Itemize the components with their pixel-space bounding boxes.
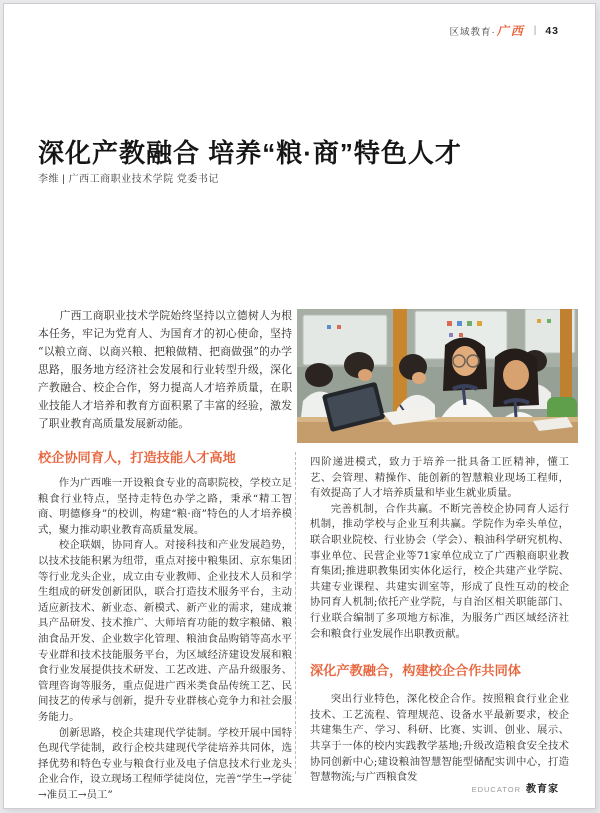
body-paragraph: 创新思路，校企共建现代学徒制。学校开展中国特色现代学徒制，政行企校共建现代学徒培养共同体，选择优势和特色专业与粮食行业及电子信息技术行业龙头企业合作，设立现场工程师学徒岗位，完善“学生→学徒→准员工→员工” (38, 726, 292, 801)
header-section-label: 区域教育· (449, 26, 496, 38)
body-paragraph: 作为广西唯一开设粮食专业的高职院校，学校立足粮食行业特点，坚持走特色办学之路，秉承“精工智商、明德修身”的校训，构建“粮·商”特色的人才培养模式，聚力推动职业教育高质量发展。 (38, 477, 292, 536)
left-column (38, 307, 292, 803)
classroom-photo-illustration (297, 309, 578, 443)
body-paragraph: 突出行业特色，深化校企合作。按照粮食行业企业技术、工艺流程、管理规范、设备水平最新要求，校企共建集生产、学习、科研、比赛、实训、创业、展示、共享于一体的校内实践教学基地;升级改造粮食安全技术协同创新中心;建设粮油智慧智能型储配实训中心，打造智慧物流;与广西粮食发 (310, 693, 569, 784)
page-header (450, 22, 559, 39)
section-heading-1: 校企协同育人，打造技能人才高地 (38, 450, 236, 465)
article-byline: 李维 | 广西工商职业技术学院 党委书记 (38, 174, 219, 185)
header-region-label: 广西 (496, 24, 525, 38)
intro-paragraph: 广西工商职业技术学院始终坚持以立德树人为根本任务，牢记为党育人、为国育才的初心使命，坚持“以粮立商、以商兴粮、把粮做精、把商做强”的办学思路，服务地方经济社会发展和行业转型升级，深化产教融合、校企合作，努力提高人才培养质量，在职业技能人才培养和教育方面积累了丰富的经验，激发了职业教育高质量发展新动能。 (38, 309, 292, 430)
page-number: 43 (545, 24, 559, 37)
article-title: 深化产教融合 培养“粮·商”特色人才 (38, 138, 462, 169)
footer-brand-en: EDUCATOR (471, 785, 521, 794)
classroom-photo (297, 309, 578, 443)
body-paragraph: 完善机制，合作共赢。不断完善校企协同育人运行机制，推动学校与企业互利共赢。学院作为牵头单位，联合职业院校、行业协会（学会）、粮油科学研究机构、事业单位、民营企业等71家单位成立了广西粮商职业教育集团;推进职教集团实体化运行，校企共建产业学院、共建专业课程、共建实训室等，形成了良性互动的校企协同育人机制;依托产业学院，与自治区相关职能部门、行业联合编制了多项地方标准，为服务广西区域经济社会和粮食行业发展作出职教贡献。 (310, 502, 569, 640)
column-divider (295, 452, 296, 774)
page-footer (472, 780, 559, 795)
body-paragraph-continued: 四阶递进模式，致力于培养一批具备工匠精神，懂工艺、会管理、精操作、能创新的智慧粮业现场工程师，有效提高了人才培养质量和毕业生就业质量。 (310, 456, 569, 500)
header-divider: | (533, 25, 537, 36)
body-paragraph: 校企联姻，协同育人。对接科技和产业发展趋势，以技术技能积累为纽带，重点对接中粮集团、京东集团等行业龙头企业，成立由专业教师、企业技术人员和学生组成的研发创新团队，联合打造技术服务平台，主动适应新技术、新业态、新模式、新产业的需求，建成兼具产品研发、技术推广、大师培育功能的数字粮储、粮油食品开发、企业数字化管理、粮油食品购销等高水平专业群和技术技能服务平台，为区域经济建设发展和粮食行业发展提供技术研发、工艺改进、产品升级服务、管理咨询等服务，重点促进广西米类食品传统工艺、民间技艺的传承与创新，提升专业群核心竞争力和社会服务能力。 (38, 539, 292, 723)
section-heading-2: 深化产教融合，构建校企合作共同体 (310, 663, 521, 679)
right-column (310, 455, 569, 786)
magazine-page (4, 4, 595, 808)
footer-brand-cn: 教育家 (526, 784, 559, 795)
